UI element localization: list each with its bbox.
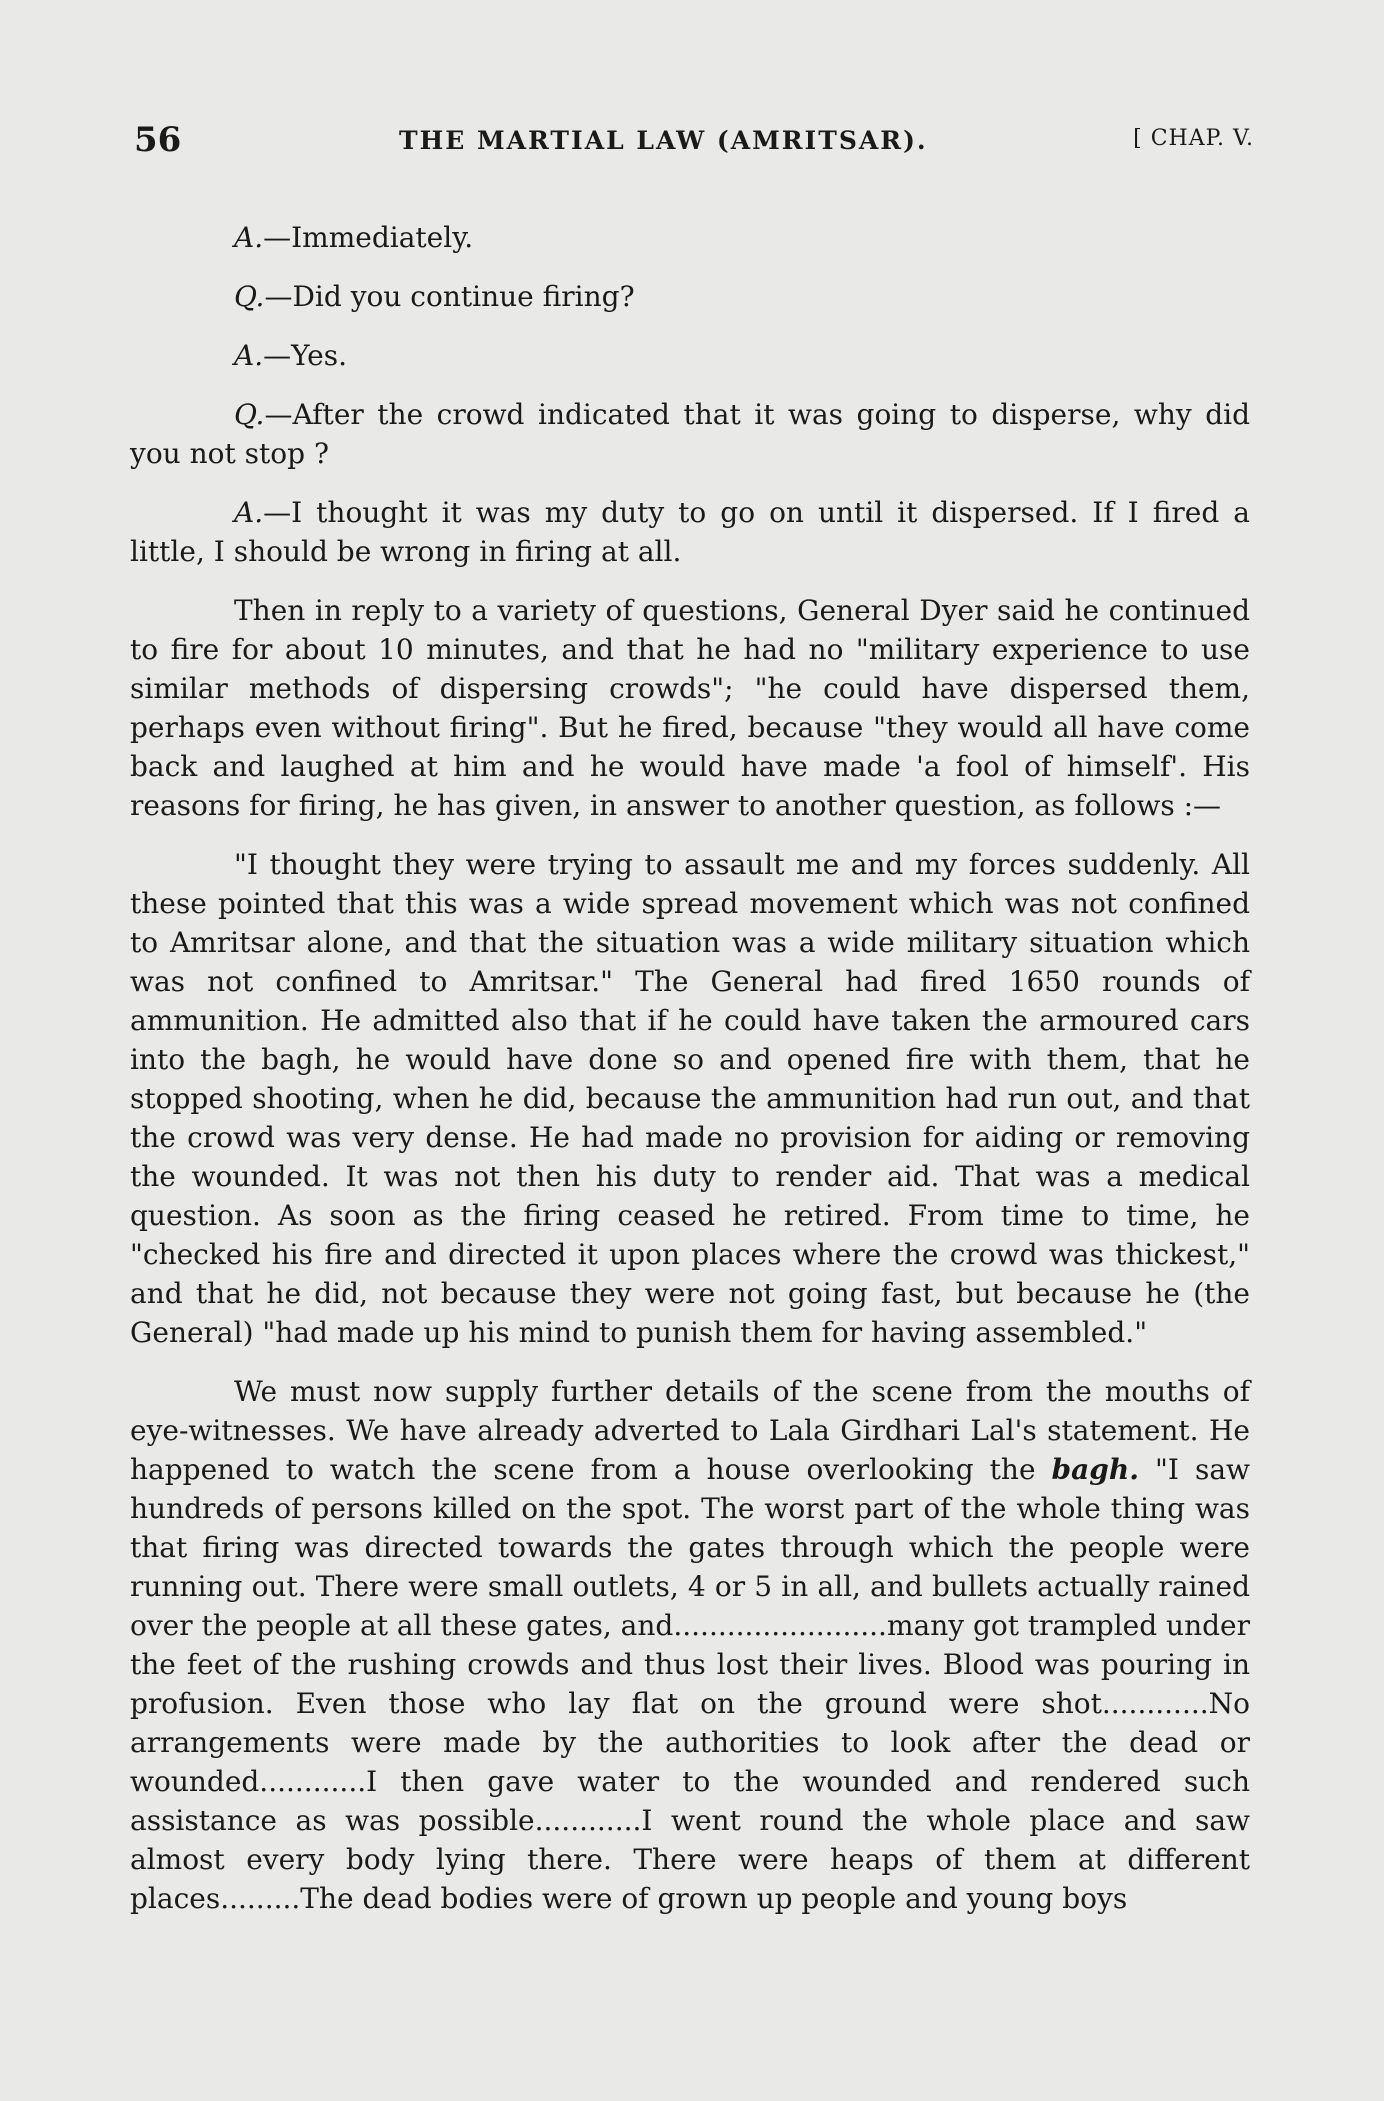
qa-label: A. bbox=[234, 496, 264, 529]
italic-word-bagh: bagh. bbox=[1051, 1453, 1139, 1486]
qa-text: —Did you continue firing? bbox=[264, 280, 635, 313]
qa-label: A. bbox=[234, 221, 264, 254]
chapter-reference: [ CHAP. V. bbox=[1133, 126, 1254, 151]
paragraph-text: We must now supply further details of the scene from the mouths of eye-witnesses. We have already adverted to Lala Girdhari Lal's statement. He happened to watch the scene from a house overlooking the bbox=[130, 1375, 1250, 1486]
qa-question-2 bbox=[130, 277, 1250, 316]
page-header bbox=[134, 120, 1254, 170]
qa-answer-1 bbox=[130, 218, 1250, 257]
paragraph-dyer-reply: Then in reply to a variety of questions, General Dyer said he continued to fire for about 10 minutes, and that he had no "military experience to use similar methods of dispersing crowds"; "he could have dispersed them, perhaps even without firing". But he fired, because "they would all have come back and laughed at him and he would have made 'a fool of himself'. His reasons for firing, he has given, in answer to another question, as follows :— bbox=[130, 594, 1250, 822]
qa-text: —I thought it was my duty to go on until it dispersed. If I fired a little, I should be wrong in firing at all. bbox=[130, 496, 1250, 568]
qa-answer-5 bbox=[130, 493, 1250, 571]
page-body bbox=[130, 218, 1250, 1918]
paragraph-text-continued: "I saw hundreds of persons killed on the spot. The worst part of the whole thing was that firing was directed towards the gates through which the people were running out. There were small outlets, 4 or 5 in all, and bullets actually rained over the people at all these gates, and........................many got trampled under the feet of the rushing crowds and thus lost their lives. Blood was pouring in profusion. Even those who lay flat on the ground were shot............No arrangements were made by the authorities to look after the dead or wounded............I then gave water to the wounded and rendered such assistance as was possible............I went round the whole place and saw almost every body lying there. There were heaps of them at different places.........The dead bodies were of grown up people and young boys bbox=[130, 1453, 1250, 1915]
running-title: THE MARTIAL LAW (AMRITSAR). bbox=[399, 126, 928, 155]
paragraph-dyer-quote: "I thought they were trying to assault me and my forces suddenly. All these pointed that this was a wide spread movement which was not confined to Amritsar alone, and that the situation was a wide military situation which was not confined to Amritsar." The General had fired 1650 rounds of ammunition. He admitted also that if he could have taken the armoured cars into the bagh, he would have done so and opened fire with them, that he stopped shooting, when he did, because the ammunition had run out, and that the crowd was very dense. He had made no provision for aiding or removing the wounded. It was not then his duty to render aid. That was a medical question. As soon as the firing ceased he retired. From time to time, he "checked his fire and directed it upon places where the crowd was thickest," and that he did, not because they were not going fast, but because he (the General) "had made up his mind to punish them for having assembled." bbox=[130, 848, 1250, 1349]
paragraph-eye-witnesses bbox=[130, 1372, 1250, 1918]
qa-text: —After the crowd indicated that it was going to disperse, why did you not stop ? bbox=[130, 398, 1250, 470]
qa-label: Q. bbox=[234, 280, 265, 313]
qa-text: —Yes. bbox=[263, 339, 348, 372]
qa-label: A. bbox=[234, 339, 264, 372]
qa-label: Q. bbox=[234, 398, 265, 431]
qa-text: —Immediately. bbox=[263, 221, 474, 254]
page-number: 56 bbox=[134, 120, 182, 160]
qa-question-4 bbox=[130, 395, 1250, 473]
qa-answer-3 bbox=[130, 336, 1250, 375]
